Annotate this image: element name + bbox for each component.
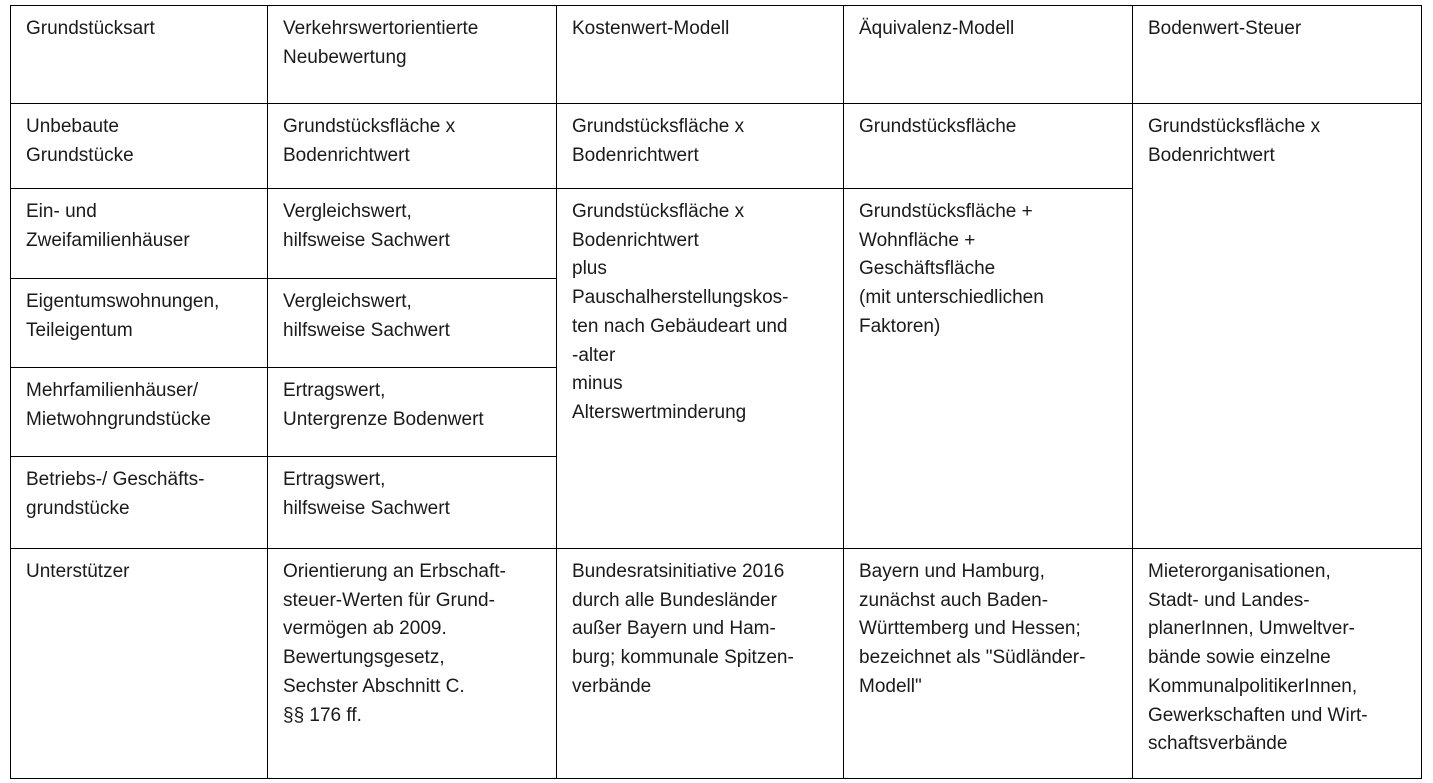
cell-aequivalenz-bebaut: Grundstücksfläche + Wohnfläche + Geschäftsfläche (mit unterschiedlichen Faktoren) [844,189,1133,549]
header-row [11,6,1422,104]
supporters-kostenwert: Bundesratsinitiative 2016 durch alle Bundesländer außer Bayern und Ham- burg; kommunale Spitzen- verbände [557,549,844,779]
supporters-bodenwert: Mieterorganisationen, Stadt- und Landes- planerInnen, Umweltver- bände sowie einzelne KommunalpolitikerInnen, Gewerkschaften und Wirt- schaftsverbände [1133,549,1422,779]
cell-verkehrswert-ein-zweifamilien: Vergleichswert, hilfsweise Sachwert [268,189,557,279]
supporters-label: Unterstützer [11,549,268,779]
header-verkehrswert: Verkehrswertorientierte Neubewertung [268,6,557,104]
supporters-verkehrswert: Orientierung an Erbschaft- steuer-Werten für Grund- vermögen ab 2009. Bewertungsgesetz, Sechster Abschnitt C. §§ 176 ff. [268,549,557,779]
row-type-ein-zweifamilien: Ein- und Zweifamilienhäuser [11,189,268,279]
row-type-unbebaut: Unbebaute Grundstücke [11,104,268,189]
header-aequivalenz: Äquivalenz-Modell [844,6,1133,104]
row-type-eigentumswohnungen: Eigentumswohnungen, Teileigentum [11,279,268,368]
cell-verkehrswert-mehrfamilien: Ertragswert, Untergrenze Bodenwert [268,368,557,457]
header-bodenwert: Bodenwert-Steuer [1133,6,1422,104]
supporters-row [11,549,1422,779]
cell-verkehrswert-betriebs: Ertragswert, hilfsweise Sachwert [268,457,557,549]
cell-kostenwert-unbebaut: Grundstücksfläche x Bodenrichtwert [557,104,844,189]
cell-verkehrswert-eigentumswohnungen: Vergleichswert, hilfsweise Sachwert [268,279,557,368]
comparison-table [10,5,1422,779]
header-kostenwert: Kostenwert-Modell [557,6,844,104]
supporters-aequivalenz: Bayern und Hamburg, zunächst auch Baden- Württemberg und Hessen; bezeichnet als "Südländer- Modell" [844,549,1133,779]
header-grundstuecksart: Grundstücksart [11,6,268,104]
table-row [11,104,1422,189]
row-type-mehrfamilien: Mehrfamilienhäuser/ Mietwohngrundstücke [11,368,268,457]
cell-verkehrswert-unbebaut: Grundstücksfläche x Bodenrichtwert [268,104,557,189]
cell-bodenwert-merged: Grundstücksfläche x Bodenrichtwert [1133,104,1422,549]
cell-aequivalenz-unbebaut: Grundstücksfläche [844,104,1133,189]
cell-kostenwert-bebaut: Grundstücksfläche x Bodenrichtwert plus Pauschalherstellungskos- ten nach Gebäudeart und -alter minus Alterswertminderung [557,189,844,549]
row-type-betriebs: Betriebs-/ Geschäfts- grundstücke [11,457,268,549]
